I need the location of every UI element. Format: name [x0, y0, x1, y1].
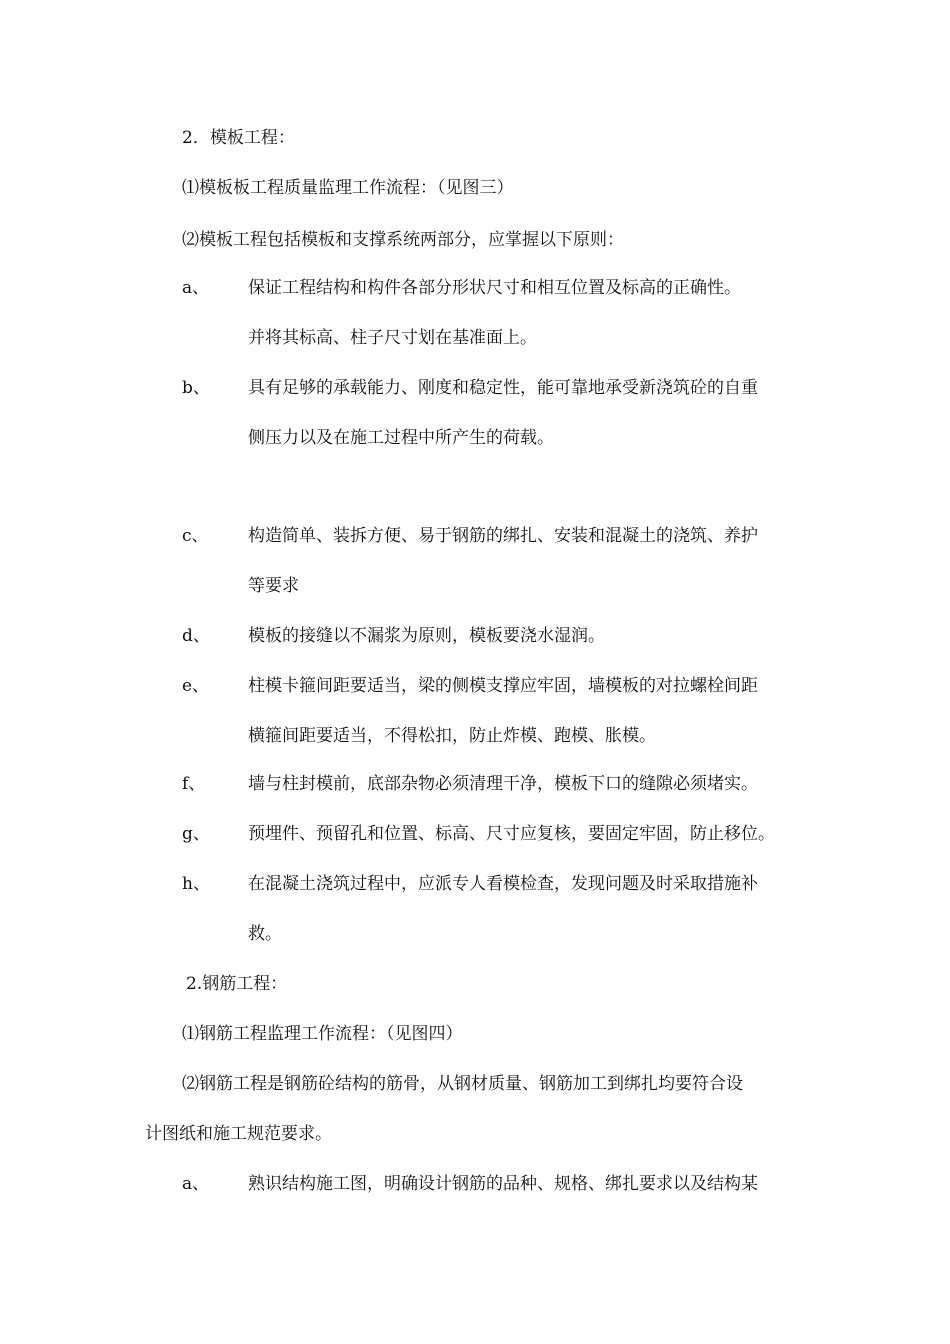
list-marker-b: b、 [182, 378, 210, 398]
list-marker-d: d、 [182, 626, 210, 646]
section-heading-formwork: 2．模板工程： [182, 128, 295, 148]
paragraph-formwork-principles: ⑵模板工程包括模板和支撑系统两部分，应掌握以下原则： [182, 230, 624, 250]
list-item-h-line1: 在混凝土浇筑过程中，应派专人看模检查，发现问题及时采取措施补 [248, 874, 758, 894]
list-item-b-line1: 具有足够的承载能力、刚度和稳定性，能可靠地承受新浇筑砼的自重 [248, 378, 758, 398]
list-marker-h: h、 [182, 874, 210, 894]
list-item-e-line2: 横箍间距要适当，不得松扣，防止炸模、跑模、胀模。 [248, 726, 656, 746]
paragraph-rebar-flow: ⑴钢筋工程监理工作流程：（见图四） [182, 1024, 463, 1044]
list-item-e-line1: 柱模卡箍间距要适当，梁的侧模支撑应牢固，墙模板的对拉螺栓间距 [248, 676, 758, 696]
list-item-b-line2: 侧压力以及在施工过程中所产生的荷载。 [248, 428, 554, 448]
list-marker-f: f、 [182, 774, 206, 794]
list-marker-c: c、 [182, 526, 209, 546]
list-item-g-line1: 预埋件、预留孔和位置、标高、尺寸应复核，要固定牢固，防止移位。 [248, 824, 775, 844]
rebar-list-item-a-line1: 熟识结构施工图，明确设计钢筋的品种、规格、绑扎要求以及结构某 [248, 1174, 758, 1194]
list-item-d-line1: 模板的接缝以不漏浆为原则，模板要浇水湿润。 [248, 626, 605, 646]
list-item-f-line1: 墙与柱封模前，底部杂物必须清理干净，模板下口的缝隙必须堵实。 [248, 774, 758, 794]
list-item-c-line1: 构造简单、装拆方便、易于钢筋的绑扎、安装和混凝土的浇筑、养护 [248, 526, 758, 546]
section-heading-rebar: 2.钢筋工程： [186, 974, 288, 994]
list-marker-g: g、 [182, 824, 210, 844]
list-item-h-line2: 救。 [248, 924, 282, 944]
paragraph-rebar-description-line2: 计图纸和施工规范要求。 [145, 1124, 332, 1144]
paragraph-rebar-description-line1: ⑵钢筋工程是钢筋砼结构的筋骨，从钢材质量、钢筋加工到绑扎均要符合设 [182, 1074, 743, 1094]
list-marker-e: e、 [182, 676, 210, 696]
list-item-c-line2: 等要求 [248, 576, 299, 596]
paragraph-formwork-flow: ⑴模板板工程质量监理工作流程：（见图三） [182, 178, 514, 198]
list-marker-a: a、 [182, 278, 210, 298]
list-item-a-line1: 保证工程结构和构件各部分形状尺寸和相互位置及标高的正确性。 [248, 278, 741, 298]
rebar-list-marker-a: a、 [182, 1174, 210, 1194]
list-item-a-line2: 并将其标高、柱子尺寸划在基准面上。 [248, 328, 537, 348]
